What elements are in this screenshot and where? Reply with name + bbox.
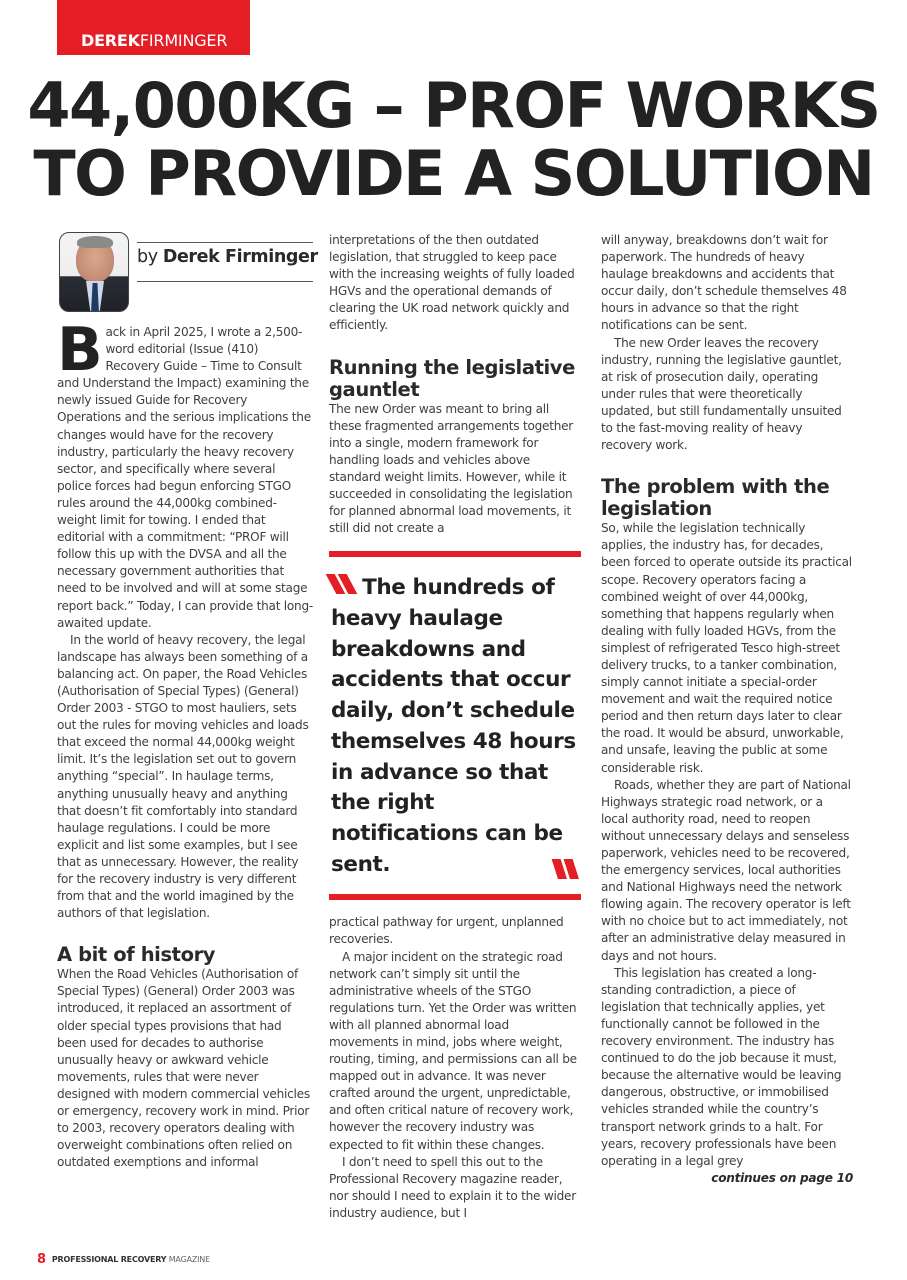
- paragraph: The new Order leaves the recovery industry, running the legislative gauntlet, at risk of prosecution daily, operating under rules that were theoretically updated, but still fundamentally unsuited to the fast-moving reality of heavy recovery work.: [601, 335, 842, 453]
- drop-cap: B: [57, 315, 103, 385]
- continues-link[interactable]: continues on page 10: [711, 1170, 853, 1185]
- headline-line-1: 44,000KG – PROF WORKS: [27, 69, 880, 142]
- paragraph: In the world of heavy recovery, the legal landscape has always been something of a balancing act. On paper, the Road Vehicles (Authorisation of Special Types) (General) Order 2003 - STGO to most hauliers, sets out the rules for moving vehicles and loads that exceed the normal 44,000kg weight limit. It’s the legislation set out to govern anything “special”. In haulage terms, anything unusually heavy and anything that doesn’t fit comfortably into standard haulage regulations. I could be more explicit and list some examples, but I see that as unnecessary. However, the reality for the recovery industry is very different from that and the world imagined by the authors of that legislation.: [57, 632, 309, 921]
- byline-prefix: by: [137, 247, 163, 267]
- paragraph: When the Road Vehicles (Authorisation of Special Types) (General) Order 2003 was introduced, it replaced an assortment of older special types provisions that had been used for decades to authorise unusually heavy or awkward vehicle movements, rules that were never designed with modern commercial vehicles or emergency, recovery work in mind. Prior to 2003, recovery operators dealing with overweight combinations often relied on outdated exemptions and informal: [57, 967, 310, 1170]
- byline: [137, 249, 317, 266]
- subheading-problem: The problem with the legislation: [601, 475, 830, 521]
- paragraph: practical pathway for urgent, unplanned recoveries.: [329, 915, 564, 947]
- page-number: 8: [37, 1252, 46, 1267]
- page-footer: [37, 1252, 210, 1268]
- paragraph: interpretations of the then outdated legislation, that struggled to keep pace with the increasing weights of fully loaded HGVs and the operational demands of clearing the UK road network quickly and efficiently.: [329, 233, 575, 333]
- pull-quote-text: The hundreds of heavy haulage breakdowns and accidents that occur daily, don’t schedule themselves 48 hours in advance so that the right notifications can be sent.: [331, 573, 579, 880]
- paragraph: So, while the legislation technically applies, the industry has, for decades, been forced to operate outside its practical scope. Recovery operators facing a combined weight of over 44,000kg, something that happens regularly when dealing with fully loaded HGVs, from the simplest of refrigerated Tesco high-street delivery trucks, to a tanker combination, simply cannot initiate a special-order movement and wait the required notice period and then return days later to clear the road. It would be absurd, unworkable, and unsafe, leaving the public at some considerable risk.: [601, 521, 852, 775]
- paragraph: The new Order was meant to bring all these fragmented arrangements together into a single, modern framework for handling loads and vehicles above standard weight limits. However, while it succeeded in consolidating the legislation for planned abnormal load movements, it still did not create a: [329, 401, 574, 536]
- byline-block: [57, 232, 318, 318]
- paragraph: I don’t need to spell this out to the Professional Recovery magazine reader, nor should I need to explain it to the wider industry audience, but I: [329, 1154, 576, 1220]
- paragraph: Roads, whether they are part of National Highways strategic road network, or a local authority road, need to reopen without unnecessary delays and senseless paperwork, vehicles need to be recovered, the emergency services, local authorities and National Highways need the network flowing again. The recovery operator is left with no choice but to act immediately, not after an administrative delay measured in days and not hours.: [601, 777, 851, 963]
- headline-line-2: TO PROVIDE A SOLUTION: [33, 137, 874, 210]
- paragraph: This legislation has created a long-standing contradiction, a piece of legislation that technically applies, yet functionally cannot be followed in the recovery environment. The industry has continued to do the job because it must, because the alternative would be leaving dangerous, obstructive, or immobilised vehicles stranded while the country’s transport network grinds to a halt. For years, recovery professionals have been operating in a legal grey: [601, 965, 842, 1168]
- paragraph: will anyway, breakdowns don’t wait for paperwork. The hundreds of heavy haulage breakdowns and accidents that occur daily, don’t schedule themselves 48 hours in advance so that the right notifications can be sent.: [601, 233, 847, 333]
- subheading-history: A bit of history: [57, 943, 216, 967]
- paragraph: Back in April 2025, I wrote a 2,500-word editorial (Issue (410) Recovery Guide – Time to Consult and Understand the Impact) examining the newly issued Guide for Recovery Operations and the serious implications the changes would have for the recovery industry, particularly the heavy recovery sector, and specifically where several police forces had begun enforcing STGO rules around the 44,000kg combined-weight limit for towing. I ended that editorial with a commitment: “PROF will follow this up with the DVSA and all the necessary government authorities that need to be involved and will at some stage report back.” Today, I can provide that long-awaited update.: [57, 315, 313, 630]
- kicker-bold: DEREK: [81, 31, 140, 50]
- kicker-light: FIRMINGER: [139, 31, 228, 50]
- author-photo-hair: [77, 236, 113, 248]
- section-kicker: [57, 0, 250, 55]
- footer-brand-bold: PROFESSIONAL RECOVERY: [51, 1255, 167, 1264]
- headline: [0, 69, 907, 210]
- footer-brand-light: MAGAZINE: [166, 1255, 210, 1264]
- article-column-3: [601, 232, 853, 1187]
- pull-quote: [329, 551, 581, 900]
- close-quote-icon: [552, 856, 581, 880]
- article-column-1: [57, 232, 318, 1171]
- paragraph: A major incident on the strategic road network can’t simply sit until the administrative wheels of the STGO regulations turn. Yet the Order was written with all planned abnormal load movements in mind, jobs where weight, routing, timing, and permissions can all be mapped out in advance. It was never crafted around the urgent, unpredictable, and often critical nature of recovery work, however the recovery industry was expected to fit within these changes.: [329, 949, 577, 1152]
- article-column-2: [329, 232, 581, 1222]
- author-photo: [59, 232, 129, 312]
- open-quote-icon: [331, 575, 355, 600]
- byline-author: Derek Firminger: [162, 247, 318, 267]
- subheading-gauntlet: Running the legislative gauntlet: [329, 355, 575, 401]
